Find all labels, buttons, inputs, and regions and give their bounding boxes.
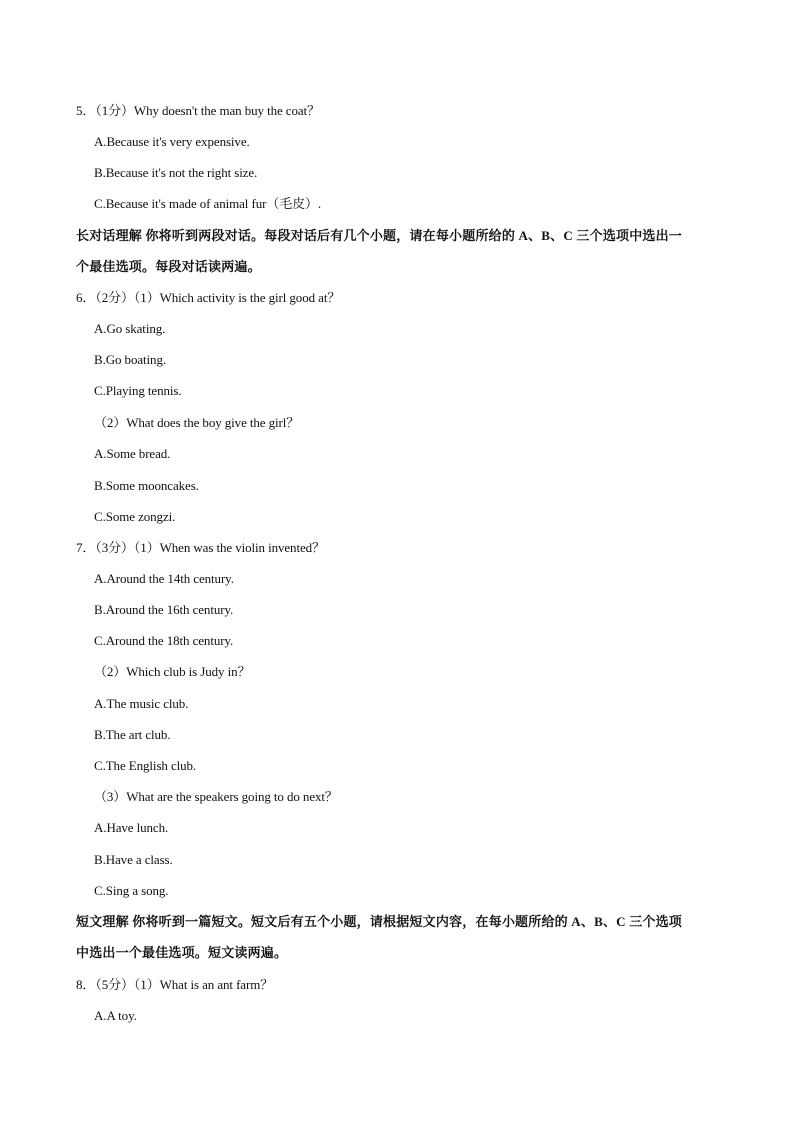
question-5-option-b: B.Because it's not the right size. [94, 165, 258, 180]
question-7-3-option-c: C.Sing a song. [94, 883, 169, 898]
question-5-option-c: C.Because it's made of animal fur（毛皮）. [94, 196, 322, 211]
short-passage-instruction-line-2: 中选出一个最佳选项。短文读两遍。 [76, 945, 288, 960]
question-6-2-option-c: C.Some zongzi. [94, 509, 176, 524]
question-6-stem: 6．（2分）（1）Which activity is the girl good at？ [76, 290, 341, 305]
question-7-1-option-a: A.Around the 14th century. [94, 571, 234, 586]
question-7-2-stem: （2）Which club is Judy in？ [94, 664, 251, 679]
question-6-2-option-b: B.Some mooncakes. [94, 478, 199, 493]
question-6-1-option-b: B.Go boating. [94, 352, 167, 367]
question-7-2-option-c: C.The English club. [94, 758, 197, 773]
question-6-2-stem: （2）What does the boy give the girl？ [94, 415, 300, 430]
question-8-stem: 8．（5分）（1）What is an ant farm？ [76, 977, 274, 992]
question-6-2-option-a: A.Some bread. [94, 446, 171, 461]
question-7-3-option-a: A.Have lunch. [94, 820, 169, 835]
question-7-2-option-b: B.The art club. [94, 727, 171, 742]
question-6-1-option-a: A.Go skating. [94, 321, 166, 336]
question-7-3-stem: （3）What are the speakers going to do next？ [94, 789, 338, 804]
question-8-1-option-a: A.A toy. [94, 1008, 137, 1023]
question-5-stem: 5．（1分）Why doesn't the man buy the coat？ [76, 103, 320, 118]
question-7-2-option-a: A.The music club. [94, 696, 189, 711]
long-dialogue-instruction-line-2: 个最佳选项。每段对话读两遍。 [76, 259, 261, 274]
question-7-1-option-c: C.Around the 18th century. [94, 633, 234, 648]
long-dialogue-instruction-line-1: 长对话理解 你将听到两段对话。每段对话后有几个小题，请在每小题所给的 A、B、C 三个选项中选出一 [76, 228, 682, 243]
question-7-1-option-b: B.Around the 16th century. [94, 602, 234, 617]
question-6-1-option-c: C.Playing tennis. [94, 383, 182, 398]
question-7-3-option-b: B.Have a class. [94, 852, 173, 867]
question-5-option-a: A.Because it's very expensive. [94, 134, 250, 149]
question-7-stem: 7．（3分）（1）When was the violin invented？ [76, 540, 325, 555]
short-passage-instruction-line-1: 短文理解 你将听到一篇短文。短文后有五个小题，请根据短文内容，在每小题所给的 A、B、C 三个选项 [76, 914, 682, 929]
